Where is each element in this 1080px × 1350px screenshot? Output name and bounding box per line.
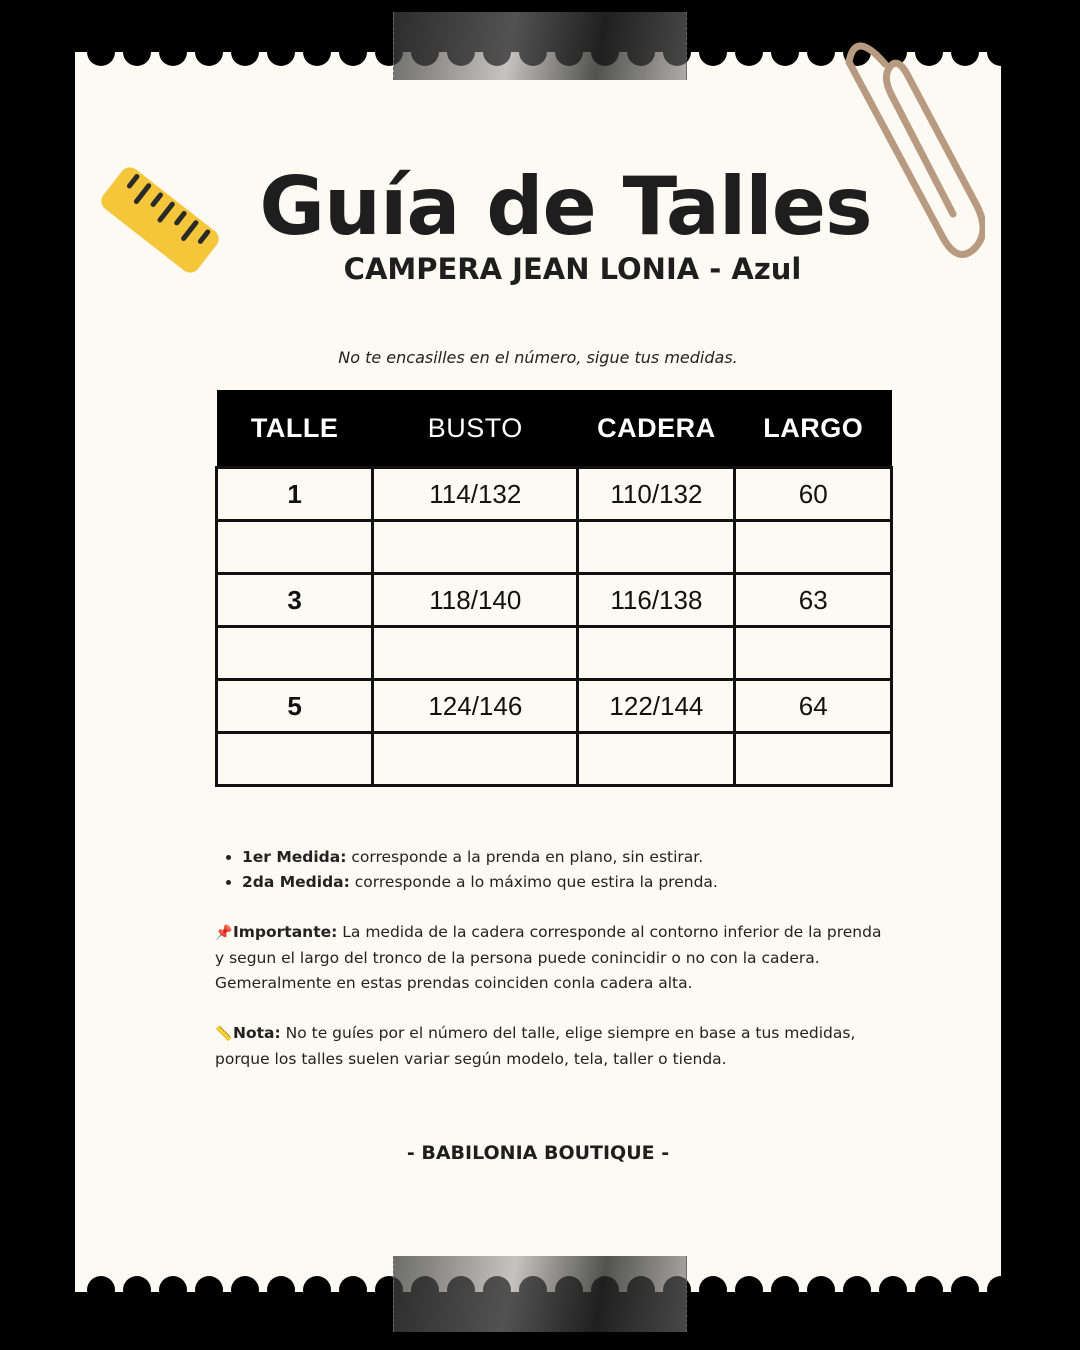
- perforation-hole: [231, 1276, 259, 1304]
- tape-bottom: [393, 1256, 687, 1332]
- cell-cadera: [578, 733, 735, 786]
- cell-busto: [373, 521, 578, 574]
- ruler-icon: 📏: [215, 1026, 233, 1042]
- cell-talle: 1: [217, 468, 373, 521]
- perforation-hole: [159, 38, 187, 66]
- perforation-hole: [123, 38, 151, 66]
- cell-largo: 63: [735, 574, 892, 627]
- perforation-hole: [195, 1276, 223, 1304]
- cell-talle: 3: [217, 574, 373, 627]
- size-table-header: [217, 390, 892, 468]
- cell-largo: [735, 521, 892, 574]
- perforation-hole: [915, 1276, 943, 1304]
- perforation-hole: [699, 38, 727, 66]
- perforation-hole: [951, 1276, 979, 1304]
- perforation-hole: [267, 38, 295, 66]
- perforation-hole: [303, 38, 331, 66]
- cell-busto: 114/132: [373, 468, 578, 521]
- table-row: [217, 627, 892, 680]
- bullet-label: 1er Medida:: [242, 848, 347, 866]
- list-item: [242, 870, 895, 895]
- bullet-text: corresponde a lo máximo que estira la prenda.: [349, 873, 718, 891]
- perforation-hole: [87, 1276, 115, 1304]
- cell-busto: [373, 627, 578, 680]
- list-item: [242, 845, 895, 870]
- perforation-hole: [771, 38, 799, 66]
- importante-note: [215, 920, 895, 996]
- perforation-hole: [879, 1276, 907, 1304]
- pushpin-icon: 📌: [215, 925, 233, 941]
- cell-largo: [735, 733, 892, 786]
- perforation-hole: [87, 38, 115, 66]
- importante-text: La medida de la cadera corresponde al contorno inferior de la prenda y segun el largo del tronco de la persona puede conincidir o no con la cadera. Gemeralmente en estas prendas coinciden conla cadera alta.: [215, 923, 882, 992]
- perforation-hole: [123, 1276, 151, 1304]
- size-table: [215, 390, 893, 787]
- size-guide-sheet: [75, 52, 1001, 1292]
- product-subtitle: CAMPERA JEAN LONIA - Azul: [343, 252, 802, 286]
- tagline: No te encasilles en el número, sigue tus medidas.: [338, 348, 738, 367]
- cell-largo: [735, 627, 892, 680]
- perforation-hole: [267, 1276, 295, 1304]
- table-row: [217, 521, 892, 574]
- cell-largo: 60: [735, 468, 892, 521]
- perforation-hole: [231, 38, 259, 66]
- cell-talle: [217, 733, 373, 786]
- cell-busto: 124/146: [373, 680, 578, 733]
- column-header-cadera: CADERA: [578, 390, 735, 468]
- table-row: [217, 468, 892, 521]
- tape-top: [393, 12, 687, 80]
- perforation-hole: [987, 38, 1001, 66]
- bullet-label: 2da Medida:: [242, 873, 350, 891]
- perforation-hole: [807, 38, 835, 66]
- cell-talle: [217, 521, 373, 574]
- brand-footer: - BABILONIA BOUTIQUE -: [406, 1142, 670, 1164]
- nota-text: No te guíes por el número del talle, elige siempre en base a tus medidas, porque los talles suelen variar según modelo, tela, taller o tienda.: [215, 1024, 856, 1068]
- table-row: [217, 574, 892, 627]
- perforation-hole: [771, 1276, 799, 1304]
- importante-label: Importante:: [233, 923, 338, 941]
- column-header-busto: BUSTO: [373, 390, 578, 468]
- measurement-notes: [215, 845, 895, 1072]
- cell-cadera: [578, 627, 735, 680]
- perforation-hole: [195, 38, 223, 66]
- cell-cadera: [578, 521, 735, 574]
- cell-cadera: 116/138: [578, 574, 735, 627]
- table-row: [217, 680, 892, 733]
- measure-list: [215, 845, 895, 895]
- nota-label: Nota:: [233, 1024, 281, 1042]
- column-header-largo: LARGO: [735, 390, 892, 468]
- cell-talle: [217, 627, 373, 680]
- bullet-text: corresponde a la prenda en plano, sin estirar.: [346, 848, 704, 866]
- cell-busto: [373, 733, 578, 786]
- column-header-talle: TALLE: [217, 390, 373, 468]
- perforation-hole: [699, 1276, 727, 1304]
- cell-talle: 5: [217, 680, 373, 733]
- cell-largo: 64: [735, 680, 892, 733]
- perforation-hole: [735, 38, 763, 66]
- perforation-hole: [987, 1276, 1001, 1304]
- cell-busto: 118/140: [373, 574, 578, 627]
- nota-note: [215, 1021, 895, 1072]
- perforation-hole: [735, 1276, 763, 1304]
- perforation-hole: [159, 1276, 187, 1304]
- perforation-hole: [339, 1276, 367, 1304]
- cell-cadera: 110/132: [578, 468, 735, 521]
- table-row: [217, 733, 892, 786]
- perforation-hole: [807, 1276, 835, 1304]
- perforation-hole: [339, 38, 367, 66]
- page-title: Guía de Talles: [259, 160, 872, 253]
- perforation-hole: [303, 1276, 331, 1304]
- cell-cadera: 122/144: [578, 680, 735, 733]
- perforation-hole: [843, 1276, 871, 1304]
